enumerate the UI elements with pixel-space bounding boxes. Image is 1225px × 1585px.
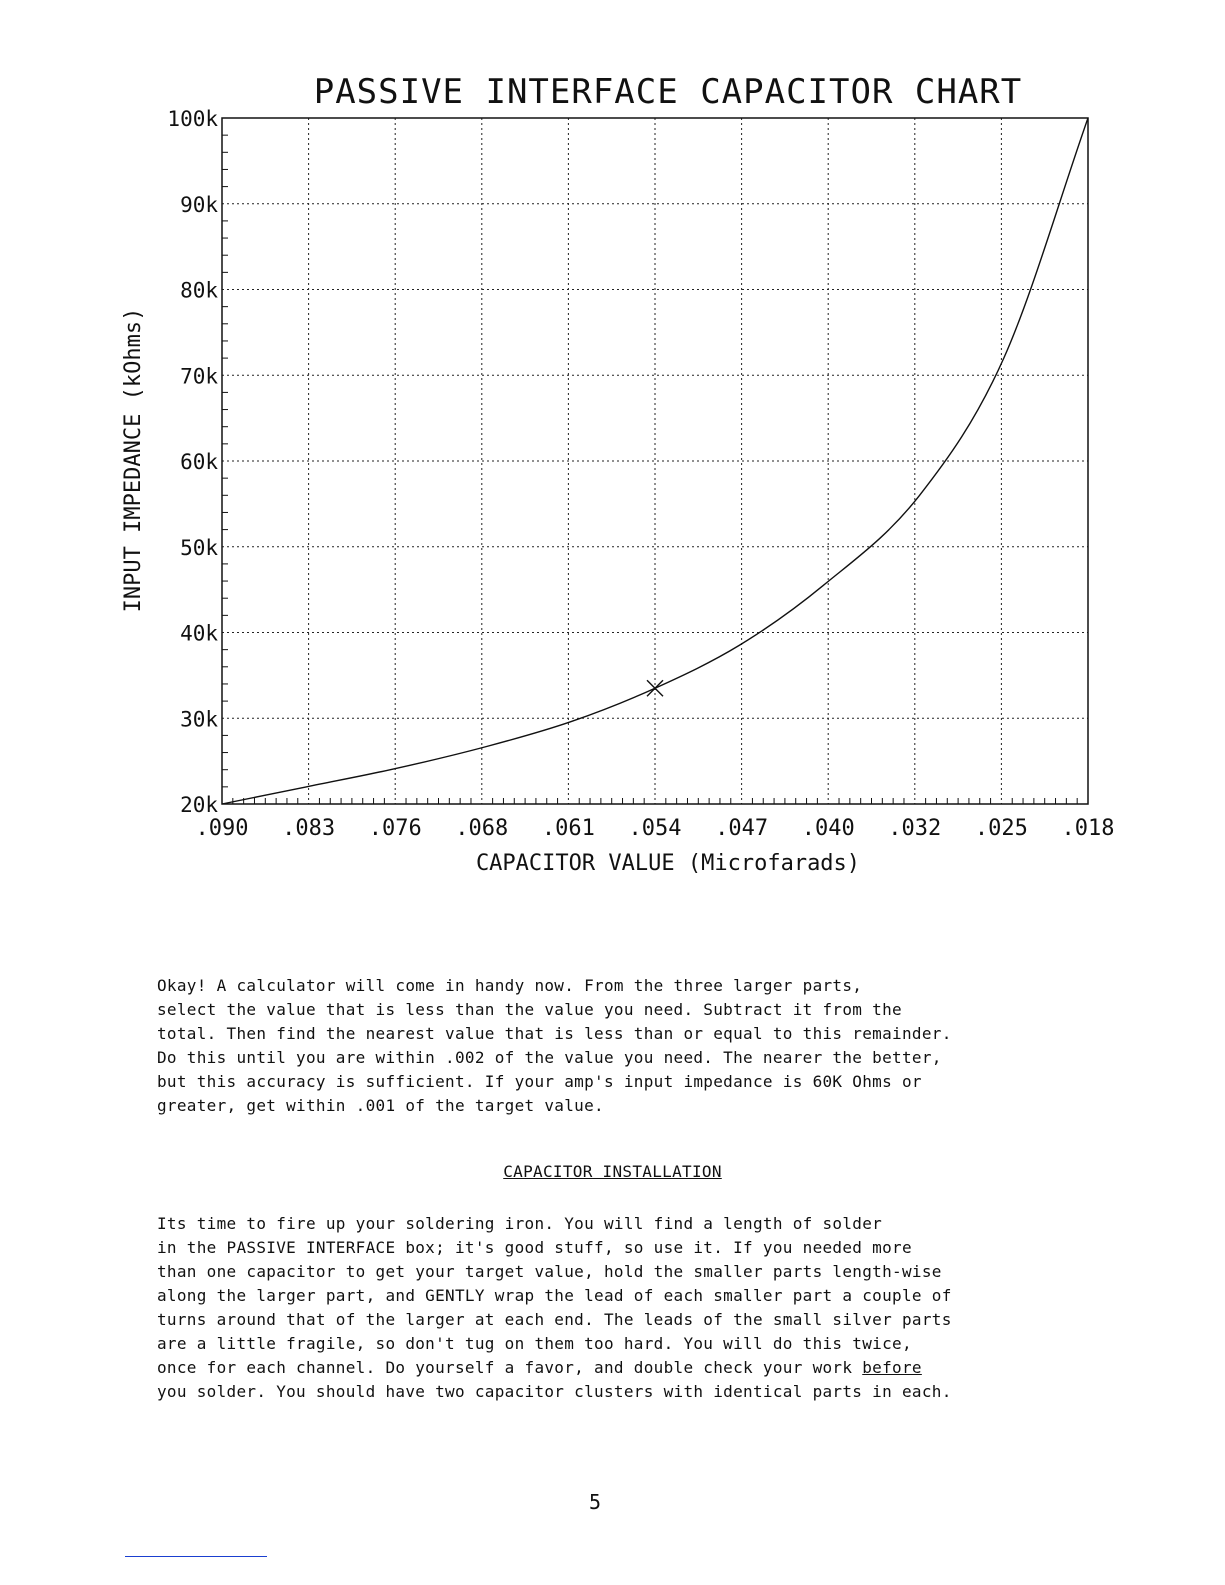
- page-number: 5: [588, 1490, 602, 1514]
- y-tick-label: 100k: [167, 107, 218, 131]
- x-tick-label: .025: [974, 816, 1028, 841]
- footer-rule: [125, 1556, 267, 1557]
- x-tick-label: .076: [368, 816, 422, 841]
- y-tick-label: 90k: [180, 192, 218, 217]
- y-tick-label: 70k: [180, 364, 218, 389]
- x-tick-label: .083: [282, 816, 336, 841]
- instructions-paragraph: Okay! A calculator will come in handy now. From the three larger parts, select the value that is less than the value you need. Subtract it from the total. Then find the nearest value that is less than or equal to this remainder. Do this until you are within .002 of the value you need. The nearer the better, but this accuracy is sufficient. If your amp's input impedance is 60K Ohms or greater, get within .001 of the target value.: [157, 976, 952, 1115]
- y-tick-label: 50k: [180, 535, 218, 560]
- installation-paragraph: [157, 1212, 952, 1404]
- x-tick-label: .090: [195, 816, 249, 841]
- x-tick-label: .054: [628, 816, 682, 841]
- y-tick-label: 40k: [180, 621, 218, 646]
- y-axis-label: INPUT IMPEDANCE (kOhms): [121, 307, 146, 613]
- section-heading-capacitor-installation: CAPACITOR INSTALLATION: [503, 1162, 722, 1181]
- x-tick-label: .047: [715, 816, 769, 841]
- x-tick-label: .068: [455, 816, 509, 841]
- y-tick-label: 30k: [180, 707, 218, 732]
- installation-text: Its time to fire up your soldering iron. You will find a length of solder in the PASSIVE INTERFACE box; it's good stuff, so use it. If you needed more than one capacitor to get your target value, hold the smaller parts length-wise along the larger part, and GENTLY wrap the lead of each smaller part a couple of turns around that of the larger at each end. The leads of the small silver parts are a little fragile, so don't tug on them too hard. You will do this twice, once for each channel. Do yourself a favor, and double check your work: [157, 1214, 952, 1377]
- x-tick-label: .032: [888, 816, 942, 841]
- x-tick-label: .061: [541, 816, 595, 841]
- x-tick-label: .018: [1061, 816, 1115, 841]
- y-tick-label: 60k: [180, 450, 218, 474]
- x-axis-label: CAPACITOR VALUE (Microfarads): [475, 851, 861, 876]
- y-tick-label: 20k: [180, 793, 218, 817]
- installation-text-tail: you solder. You should have two capacitor clusters with identical parts in each.: [157, 1382, 952, 1401]
- emphasis-before: before: [862, 1358, 922, 1377]
- y-tick-label: 80k: [180, 278, 218, 303]
- x-tick-label: .040: [801, 816, 855, 841]
- chart-title: PASSIVE INTERFACE CAPACITOR CHART: [313, 72, 1023, 112]
